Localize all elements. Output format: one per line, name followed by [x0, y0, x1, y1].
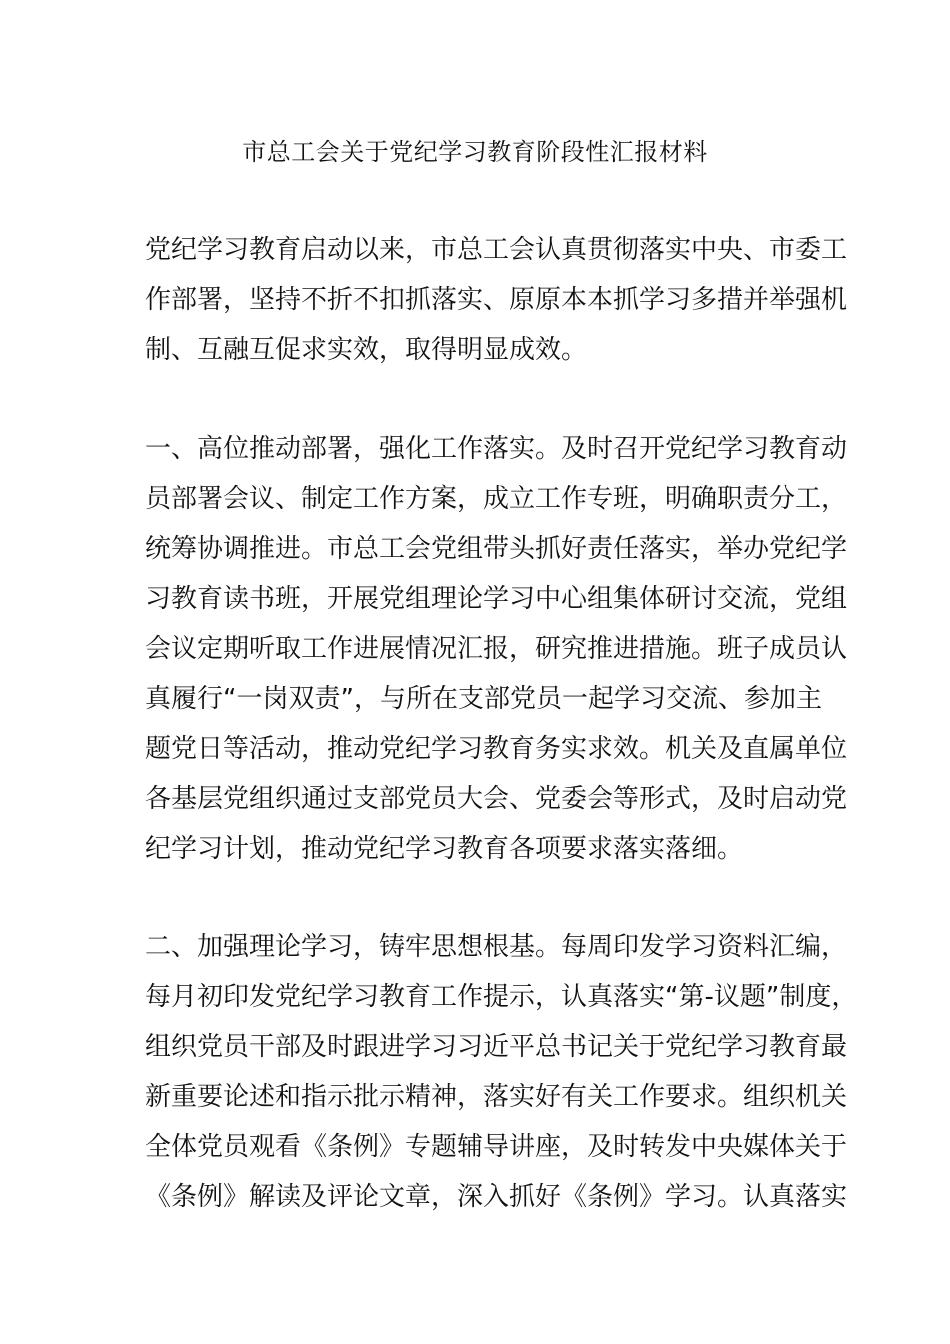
- text-line: 会议定期听取工作进展情况汇报，研究推进措施。班子成员认: [145, 634, 848, 664]
- text-line: 《条例》解读及评论文章，深入抓好《条例》学习。认真落实: [145, 1182, 848, 1212]
- section-2-paragraph: [145, 922, 858, 1222]
- section-1-paragraph: [145, 424, 848, 874]
- text-line: 制、互融互促求实效，取得明显成效。: [145, 335, 588, 365]
- text-line: 二、加强理论学习，铸牢思想根基。每周印发学习资料汇编，: [145, 932, 848, 962]
- document-title: 市总工会关于党纪学习教育阶段性汇报材料: [242, 138, 708, 166]
- text-line: 全体党员观看《条例》专题辅导讲座，及时转发中央媒体关于: [145, 1132, 848, 1162]
- text-line: 党纪学习教育启动以来，市总工会认真贯彻落实中央、市委工: [145, 235, 848, 265]
- text-line: 纪学习计划，推动党纪学习教育各项要求落实落细。: [145, 834, 744, 864]
- text-line: 统筹协调推进。市总工会党组带头抓好责任落实，举办党纪学: [145, 534, 848, 564]
- text-line: 新重要论述和指示批示精神，落实好有关工作要求。组织机关: [145, 1082, 848, 1112]
- text-line: 每月初印发党纪学习教育工作提示，认真落实“第-议题”制度，: [145, 982, 858, 1012]
- text-line: 作部署，坚持不折不扣抓落实、原原本本抓学习多措并举强机: [145, 285, 848, 315]
- intro-paragraph: [145, 225, 848, 375]
- text-line: 各基层党组织通过支部党员大会、党委会等形式，及时启动党: [145, 784, 848, 814]
- text-line: 真履行“一岗双责”，与所在支部党员一起学习交流、参加主: [145, 684, 822, 714]
- text-line: 员部署会议、制定工作方案，成立工作专班，明确职责分工，: [145, 484, 848, 514]
- text-line: 一、高位推动部署，强化工作落实。及时召开党纪学习教育动: [145, 434, 848, 464]
- text-line: 习教育读书班，开展党组理论学习中心组集体研讨交流，党组: [145, 584, 848, 614]
- text-line: 组织党员干部及时跟进学习习近平总书记关于党纪学习教育最: [145, 1032, 848, 1062]
- text-line: 题党日等活动，推动党纪学习教育务实求效。机关及直属单位: [145, 734, 848, 764]
